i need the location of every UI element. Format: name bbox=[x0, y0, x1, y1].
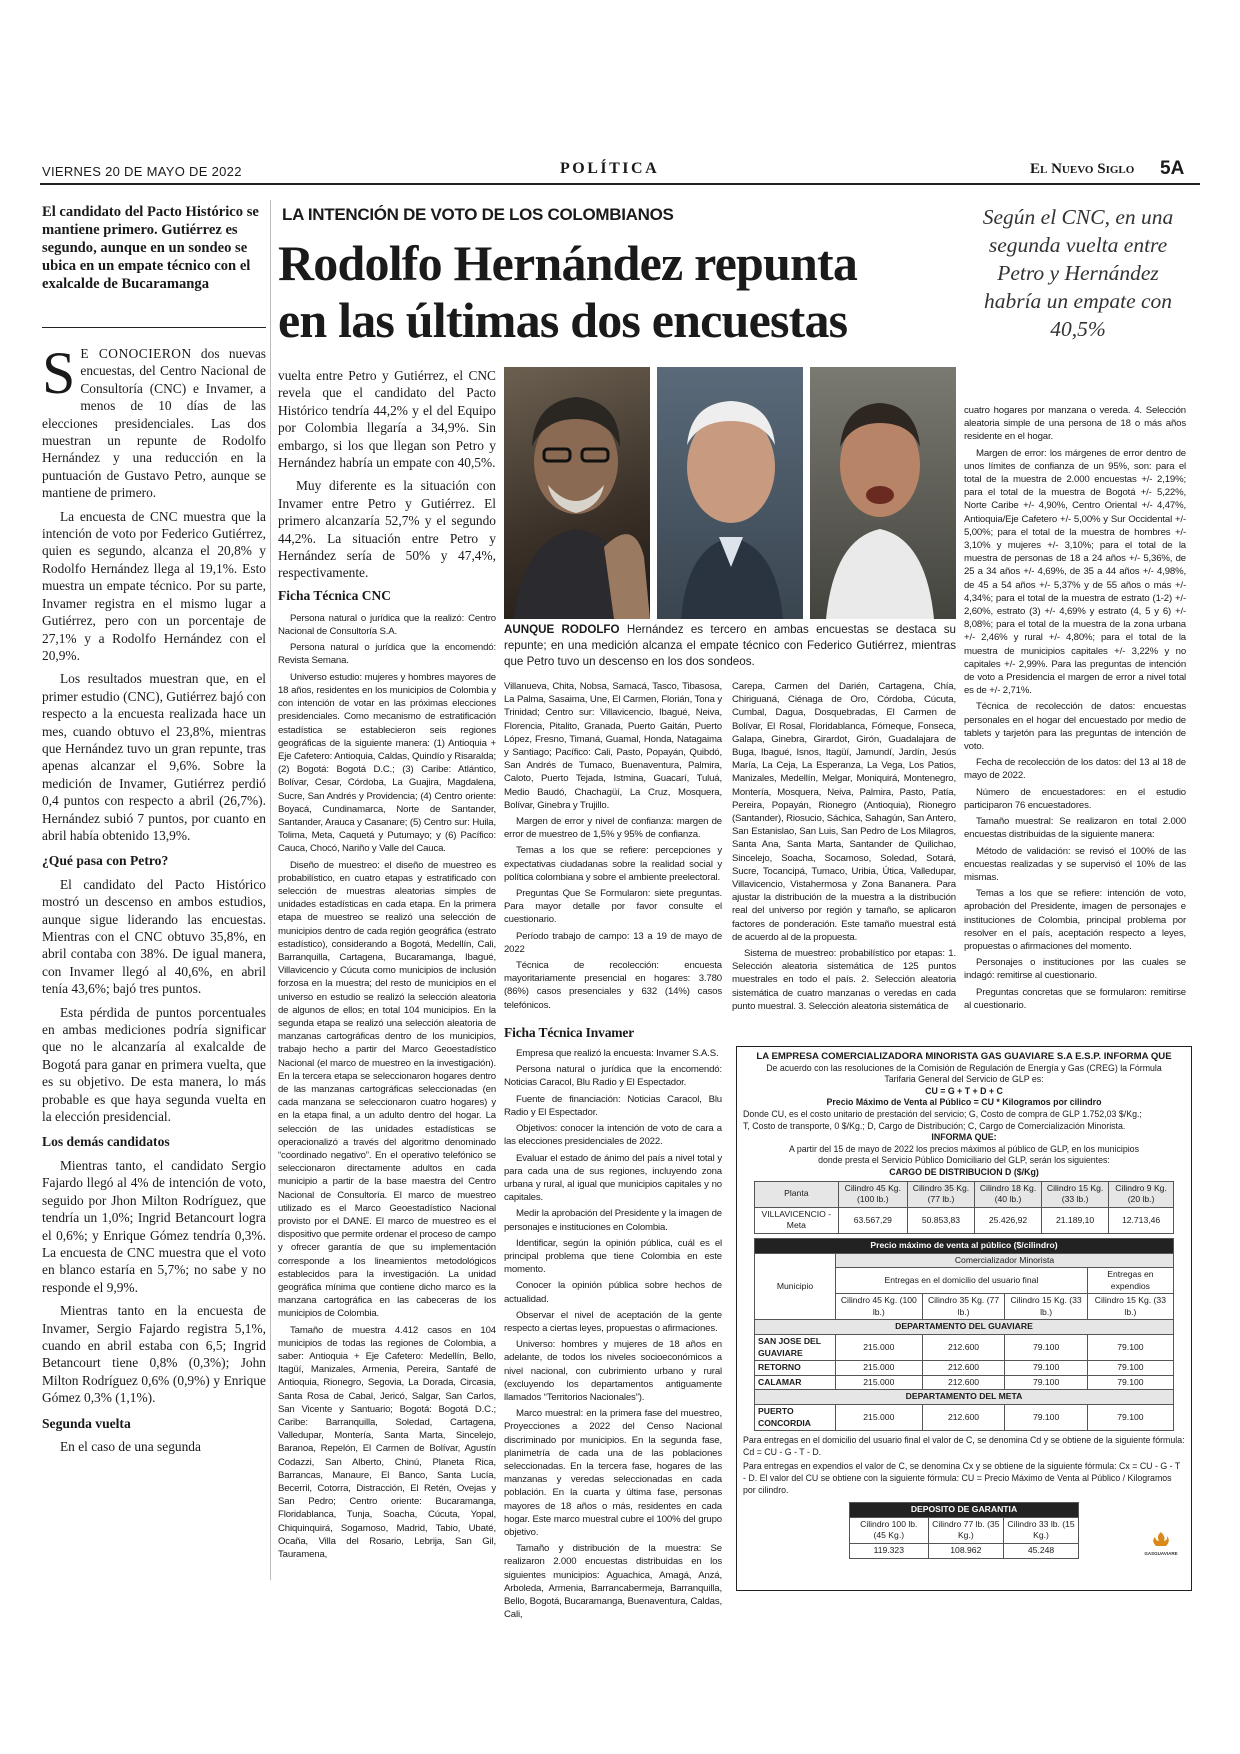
ficha-paragraph: Carepa, Carmen del Darién, Cartagena, Chía, Chiriguaná, Ciénaga de Oro, Córdoba, Cúcuta, Cumbal, Dagua, Dosquebradas, El Carmen de Bolívar, El Rosal, Floridablanca, Fómeque, Fonseca, Galapa, Ginebra, Girardot, Girón, Guadalajara de Buga, Ibagué, Isnos, Itagüí, Jamundí, Jardín, Jesús María, La Ceja, La Esperanza, La Vega, Los Patios, Manizales, Medellín, Melgar, Moniquirá, Montenegro, Montería, Mosquera, Neiva, Palmira, Pasto, Patía, Pereira, Popayán, Rionegro (Antioquia), Rionegro (Santander), Riosucio, Sáchica, Sahagún, San Antero, San Estanislao, San Luis, San Pedro de Los Milagros, Santa Ana, Santa Marta, Santander de Quilichao, Sincelejo, Soacha, Socamoso, Soledad, Sotará, Sucre, Tocancipá, Tumaco, Uribia, Útica, Valledupar, Villavicencio, Vistahermosa y Zona Bananera. Para ajustar la distribución de la muestra a la distribución real del universo por región y tamaño, se aplicaron factores de ponderación. Este tamaño muestral está de acuerdo al de la propuesta. bbox=[732, 681, 956, 943]
ficha-paragraph: Período trabajo de campo: 13 a 19 de mayo de 2022 bbox=[504, 930, 722, 955]
table-header: Cilindro 45 Kg. (100 lb.) bbox=[836, 1294, 923, 1320]
table-cell: 79.100 bbox=[1087, 1375, 1173, 1390]
ficha-paragraph: Margen de error y nivel de confianza: margen de error de muestreo de 1,5% y 95% de confianza. bbox=[504, 816, 722, 841]
gas-line: INFORMA QUE: bbox=[931, 1132, 997, 1143]
table-header: Cilindro 45 Kg. (100 lb.) bbox=[838, 1181, 907, 1207]
table-title: Precio máximo de venta al público ($/cilindro) bbox=[755, 1238, 1174, 1253]
paragraph: La encuesta de CNC muestra que la intención de voto por Federico Gutiérrez, quien es segundo, alcanza el 20,8% y Rodolfo Hernández llega al 19,1%. Esto muestra un empate técnico. Por su parte, Invamer registra en el mismo lugar a Gutiérrez, pero con un porcentaje de 27,1% y a Rodolfo Hernández con el 20,9%. bbox=[42, 508, 266, 663]
table-cell: 79.100 bbox=[1087, 1405, 1173, 1431]
table-cell: RETORNO bbox=[755, 1361, 836, 1376]
gas-line: Tarifaria General del Servicio de GLP es: bbox=[884, 1074, 1044, 1085]
article-column-1 bbox=[42, 340, 267, 1461]
ficha-paragraph: Preguntas Que Se Formularon: siete preguntas. Para mayor detalle por favor consulte el cuestionario. bbox=[504, 888, 722, 926]
table-cell: 119.323 bbox=[850, 1543, 929, 1558]
subhead: ¿Qué pasa con Petro? bbox=[42, 853, 169, 869]
table-cell: 45.248 bbox=[1004, 1543, 1079, 1558]
paragraph: Esta pérdida de puntos porcentuales en ambas mediciones podría significar que no le alcanzaría al exalcalde de Bogotá para ganar en primera vuelta, que es su objetivo. De esta manera, lo más probable es que haya segunda vuelta en la elección presidencial. bbox=[42, 1004, 266, 1125]
lead-text: dos nuevas encuestas, del Centro Nacional de Consultoría (CNC) e Invamer, a menos de 10 días de las elecciones presidenciales. Las dos muestran un repunte de Rodolfo Hernández y una reducción en la puntuación de Gustavo Petro, aunque se mantiene de primero. bbox=[42, 346, 267, 501]
headline-line-2: en las últimas dos encuestas bbox=[278, 292, 848, 348]
table-cell: 215.000 bbox=[836, 1375, 923, 1390]
table-header: Cilindro 77 lb. (35 Kg.) bbox=[928, 1517, 1004, 1543]
table-cell: 79.100 bbox=[1087, 1361, 1173, 1376]
table-cell: 212.600 bbox=[922, 1405, 1005, 1431]
ficha-paragraph: Medir la aprobación del Presidente y la imagen de personajes e instituciones en Colombia. bbox=[504, 1208, 722, 1233]
paragraph: Muy diferente es la situación con Invamer entre Petro y Gutiérrez. El primero alcanzaría 52,7% y el segundo 44,2%. La situación entre Petro y Hernández sería de 50% y 47,4%, respectivamente. bbox=[278, 478, 496, 581]
table-section: DEPARTAMENTO DEL META bbox=[755, 1390, 1174, 1405]
table-header: Entregas en expendios bbox=[1087, 1268, 1173, 1294]
ficha-paragraph: Identificar, según la opinión pública, cuál es el principal problema que tiene Colombia en este momento. bbox=[504, 1237, 722, 1276]
table-header: Cilindro 100 lb. (45 Kg.) bbox=[850, 1517, 929, 1543]
table-header: Cilindro 18 Kg. (40 lb.) bbox=[975, 1181, 1042, 1207]
table-title: DEPOSITO DE GARANTIA bbox=[850, 1503, 1079, 1518]
table-cell: 79.100 bbox=[1005, 1375, 1087, 1390]
caption-text: Hernández es tercero en ambas encuestas se destaca su repunte; en una medición alcanza el empate técnico con Federico Gutiérrez, mientras que Petro tuvo un descenso en los dos sondeos. bbox=[504, 623, 956, 668]
ficha-paragraph: Técnica de recolección de datos: encuestas personales en el hogar del encuestado por medio de tablets y tarjetón para las preguntas de intención de voto. bbox=[964, 701, 1186, 753]
table-cell: 212.600 bbox=[922, 1335, 1005, 1361]
ficha-paragraph: Persona natural o jurídica que la realizó: Centro Nacional de Consultoría S.A. bbox=[278, 612, 496, 638]
table-header: Cilindro 35 Kg. (77 lb.) bbox=[922, 1294, 1005, 1320]
table-cell: 215.000 bbox=[836, 1405, 923, 1431]
ficha-paragraph: Número de encuestadores: en el estudio participaron 76 encuestadores. bbox=[964, 786, 1186, 811]
subhead: Los demás candidatos bbox=[42, 1134, 170, 1150]
page-number: 5A bbox=[1160, 158, 1185, 179]
table-cell: 63.567,29 bbox=[838, 1207, 907, 1233]
gas-note: Para entregas en el domicilio del usuario final el valor de C, se denomina Cd y se obtiene de la siguiente fórmula: Cd = CU - G - T - D. bbox=[743, 1435, 1185, 1457]
ficha-paragraph: Objetivos: conocer la intención de voto de cara a las elecciones presidenciales de 2022. bbox=[504, 1123, 722, 1148]
ficha-paragraph: Método de validación: se revisó el 100% de las encuestas realizadas y se supervisó el 10% de las mismas. bbox=[964, 845, 1186, 883]
table-cell: CALAMAR bbox=[755, 1375, 836, 1390]
table-header: Planta bbox=[755, 1181, 839, 1207]
ficha-cnc-text bbox=[278, 612, 496, 1561]
kicker: LA INTENCIÓN DE VOTO DE LOS COLOMBIANOS bbox=[282, 205, 674, 224]
paragraph: Los resultados muestran que, en el primer estudio (CNC), Gutiérrez bajó con respecto a la encuesta realizada hace un mes, cuando obtuvo el 23,8%, mientras que Hernández tuvo un gran repunte, tras apenas alcanzar el 9,6%. Sobre la medición de Invamer, Gutiérrez perdió 0,4 puntos con respecto a abril (26,7%). Hernández subió 7 puntos, por cuanto en abril había obtenido 13,9%. bbox=[42, 671, 266, 843]
deposit-table bbox=[849, 1502, 1079, 1558]
ficha-paragraph: Fuente de financiación: Noticias Caracol, Blu Radio y El Espectador. bbox=[504, 1093, 722, 1118]
headline bbox=[278, 235, 978, 349]
paragraph: vuelta entre Petro y Gutiérrez, el CNC revela que el candidato del Pacto Histórico tendría 44,2% y el del Equipo por Colombia llegaría a 34,9%. Sin embargo, si los que llegan son Petro y Hernández habría un empate con 40,5%. bbox=[278, 368, 496, 471]
pull-quote: Según el CNC, en una segunda vuelta entre Petro y Hernández habría un empate con 40,5% bbox=[982, 205, 1174, 341]
table-cell: 215.000 bbox=[836, 1361, 923, 1376]
table-cell: 215.000 bbox=[836, 1335, 923, 1361]
table-cell: SAN JOSE DEL GUAVIARE bbox=[755, 1335, 836, 1361]
table-cell: 79.100 bbox=[1087, 1335, 1173, 1361]
article-column-5 bbox=[964, 404, 1186, 1015]
ficha-paragraph: Tamaño y distribución de la muestra: Se realizaron 2.000 encuestas distribuidas en los siguientes municipios: Aguachica, Amagá, Anzá, Arboleda, Armenia, Barrancabermeja, Barranquilla, Bello, Bogotá, Bucaramanga, Buenaventura, Caldas, Cali, bbox=[504, 1543, 722, 1621]
table-cell: 79.100 bbox=[1005, 1361, 1087, 1376]
gas-line: Precio Máximo de Venta al Público = CU * Kilogramos por cilindro bbox=[826, 1097, 1102, 1108]
gas-line: donde presta el Servicio Público Domiciliario del GLP, serán los siguientes: bbox=[818, 1155, 1110, 1166]
ficha-paragraph: Villanueva, Chita, Nobsa, Samacá, Tasco, Tibasosa, La Palma, Sasaima, Une, El Carmen, Florián, Tona y Trinidad; Centro sur: Villavicencio, Ibagué, Neiva, Florencia, Pitalito, Granada, Puerto Gaitán, Puerto López, Fresno, Timaná, Guamal, Honda, Natagaima y Santiago; Pacífico: Cali, Pasto, Popayán, Quibdó, San Andrés de Tumaco, Buenaventura, Palmira, Caloto, Puerto Tejada, Istmina, Guacarí, Tuluá, Medio Baudó, Chachagüí, La Cruz, Mosquera, Bolívar, Ginebra y Trujillo. bbox=[504, 681, 722, 811]
column-divider bbox=[270, 200, 271, 1580]
gas-line: CARGO DE DISTRIBUCION D ($/Kg) bbox=[889, 1166, 1039, 1177]
gas-formula: CU = G + T + D + C bbox=[925, 1085, 1003, 1096]
ficha-paragraph: Diseño de muestreo: el diseño de muestreo es probabilístico, en cuatro etapas y estratificado con selección de muestras aleatorias simples de unidades estadísticas en cada etapa. En la primera etapa de muestreo se realizó una selección de municipios dentro de cada región geográfica (estrato estadístico), considerando a Bogotá, Medellín, Cali, Barranquilla, Cartagena, Bucaramanga, Ibagué, Villavicencio y Cúcuta como municipios de inclusión forzosa en la muestra; del resto de municipios en el universo en estudio se realizó la selección aleatoria de algunos de ellos; en total 104 municipios. En la segunda etapa se realizó una selección aleatoria de manzanas cartográficas dentro de los municipios, trabajo hecho a partir del Marco Geoestadístico Nacional (el marco de muestreo en la investigación). En la tercera etapa se seleccionaron hogares dentro de las manzanas cartográficas seleccionadas (en cada manzana se seleccionaron cuatro hogares) y en la etapa final, a un adulto dentro del hogar. La selección de las unidades estadísticas se operacionalizó a través del algoritmo denominado “coordinado negativo”. En el operativo telefónico se seleccionaron directamente adultos en cada municipio a partir de la base maestra del Centro Nacional de Consultoría. El marco de muestreo utilizado es el Marco Geoestadístico Nacional provisto por el DANE. El marco de muestreo es el dispositivo que permite ordenar el proceso de campo y ofrecer garantía de que su implementación corresponde a los lineamientos metodológicos establecidos para la investigación. La unidad geográfica mínima que contiene dicho marco es la manzana cartográfica en las cabeceras de los municipios de Colombia. bbox=[278, 859, 496, 1320]
gas-line: Donde CU, es el costo unitario de prestación del servicio; G, Costo de compra de GLP 1.752,03 $/Kg.; bbox=[743, 1108, 1142, 1119]
ficha-paragraph: Tamaño de muestra 4.412 casos en 104 municipios de todas las regiones de Colombia, a saber: Antioquia + Eje Cafetero: Medellín, Bello, Itagüí, Manizales, Armenia, Pereira, Santafé de Antioquia, Rionegro, Segovia, La Dorada, Circasia, Santa Rosa de Cabal, Jericó, Salgar, San Carlos, San Vicente y Santuario; Bogotá: Bogotá D.C.; Caribe: Barranquilla, Soledad, Cartagena, Valledupar, Montería, Santa Marta, Sincelejo, Baranoa, Repelón, El Carmen de Bolívar, Agustín Codazzi, San Alberto, Chinú, Planeta Rica, Barrancas, Manaure, El Banco, Santa Lucía, Becerril, Cotorra, Distracción, El Retén, Ovejas y San Pedro; Centro oriente: Bucaramanga, Floridablanca, Tunja, Soacha, Cúcuta, Yopal, Chiquinquirá, Sogamoso, Madrid, Tabio, Ubaté, Ocaña, Villa del Rosario, Lebrija, San Gil, Tauramena, bbox=[278, 1324, 496, 1561]
ficha-paragraph: Margen de error: los márgenes de error dentro de unos límites de confianza de un 95%, son: para el total de la muestra de 2.000 encuestas +/- 2,19%; para el total de la muestra de Bogotá +/- 5,22%, Norte Caribe +/- 4,90%, Centro Oriental +/- 4,47%, Antioquia/Eje Cafetero +/- 5,00% y Sur Occidental +/- 5,00%; para el total de la muestra de hombres +/- 3,10% y mujeres +/- 3,10%; para el total de la muestra de personas de 18 a 24 años +/- 5,36%, de 25 a 34 años +/- 4,69%, de 35 a 44 años +/- 4,98%, de 45 a 54 años +/- 5,37% y de 55 años o más +/- 4,34%; para el total de la muestra de estrato (1-2) +/- 2,60%, estrato (3) +/- 4,69% y estrato (4, 5 y 6) +/- 8,08%; para el total de la muestra de la zona urbana +/- 2,46% y rural +/- 4,80%; para el total de la muestra de municipios capitales +/- 3,22% y no capitales +/- 2,99%. Para las preguntas de intención de voto a Presidencia el margen de error a nivel total es de +/- 2,71%. bbox=[964, 447, 1186, 697]
ficha-paragraph: Temas a los que se refiere: percepciones y expectativas ciudadanas sobre la realidad social y política colombiana y sobre el ambiente preelectoral. bbox=[504, 845, 722, 883]
table-cell: 212.600 bbox=[922, 1361, 1005, 1376]
table-cell: 79.100 bbox=[1005, 1335, 1087, 1361]
gas-logo-text: GASGUAVIARE bbox=[1144, 1551, 1178, 1556]
ficha-paragraph: Empresa que realizó la encuesta: Invamer S.A.S. bbox=[516, 1048, 719, 1060]
gas-line: T, Costo de transporte, 0 $/Kg.; D, Cargo de Distribución; C, Cargo de Comercialización Minorista. bbox=[743, 1120, 1126, 1131]
table-cell: 108.962 bbox=[928, 1543, 1004, 1558]
ficha-paragraph: Evaluar el estado de ánimo del país a nivel total y para cada una de sus regiones, incluyendo zona urbana y rural, al igual que municipios capitales y no capitales. bbox=[504, 1152, 722, 1204]
table-cell: 21.189,10 bbox=[1042, 1207, 1109, 1233]
gas-line: De acuerdo con las resoluciones de la Comisión de Regulación de Energía y Gas (CREG) la Fórmula bbox=[766, 1062, 1162, 1073]
table-header: Cilindro 9 Kg. (20 lb.) bbox=[1109, 1181, 1174, 1207]
summary-deck: El candidato del Pacto Histórico se mantiene primero. Gutiérrez es segundo, aunque en un sondeo se ubica en un empate técnico con el exalcalde de Bucaramanga bbox=[42, 204, 259, 292]
ficha-paragraph: Tamaño muestral: Se realizaron en total 2.000 encuestas distribuidas de la siguiente manera: bbox=[964, 816, 1186, 841]
paragraph: Mientras tanto en la encuesta de Invamer, Sergio Fajardo registra 5,1%, cuando en abril estaba con 6,5; Ingrid Betancourt tiene 0,8% (0,3%); John Milton Rodríguez 0,6% (0,9%) y Enrique Gómez 0,3% (1,1%). bbox=[42, 1303, 266, 1406]
gas-logo bbox=[1141, 1531, 1181, 1556]
dropcap: S bbox=[42, 340, 76, 406]
table-cell: 50.853,83 bbox=[907, 1207, 974, 1233]
article-column-2 bbox=[278, 367, 496, 1564]
flame-icon bbox=[1151, 1531, 1171, 1547]
headline-line-1: Rodolfo Hernández repunta bbox=[278, 235, 858, 291]
table-section: DEPARTAMENTO DEL GUAVIARE bbox=[755, 1320, 1174, 1335]
lead-caps: E CONOCIERON bbox=[80, 346, 192, 361]
ficha-paragraph: Universo estudio: mujeres y hombres mayores de 18 años, residentes en los municipios de Colombia y con intención de votar en las próximas elecciones presidenciales. Como mecanismo de estratificación estadística se establecieron seis regiones geográficas de la siguiente manera: (1) Antioquia + Eje Cafetero: Antioquia, Caldas, Quindío y Risaralda; (2) Bogotá: Bogotá D.C.; (3) Caribe: Atlántico, Bolívar, Cesar, Córdoba, La Guajira, Magdalena, Sucre, San Andrés y Providencia; (4) Centro oriente: Boyacá, Cundinamarca, Norte de Santander, Santander, Arauca y Casanare; (5) Centro sur: Huila, Tolima, Meta, Caquetá y Putumayo; y (6) Pacífico: Cauca, Chocó, Nariño y Valle del Cauca. bbox=[278, 671, 496, 855]
table-cell: 12.713,46 bbox=[1109, 1207, 1174, 1233]
summary-rule bbox=[42, 327, 266, 328]
ficha-paragraph: Personajes o instituciones por las cuales se indagó: remitirse al cuestionario. bbox=[964, 957, 1186, 982]
ficha-title-invamer: Ficha Técnica Invamer bbox=[504, 1024, 635, 1040]
ficha-paragraph: Conocer la opinión pública sobre hechos de actualidad. bbox=[504, 1280, 722, 1305]
ficha-title-cnc: Ficha Técnica CNC bbox=[278, 587, 391, 603]
subhead: Segunda vuelta bbox=[42, 1415, 131, 1431]
gas-title: LA EMPRESA COMERCIALIZADORA MINORISTA GAS GUAVIARE S.A E.S.P. INFORMA QUE bbox=[756, 1051, 1172, 1062]
ficha-paragraph: Marco muestral: en la primera fase del muestreo, Proyecciones a 2022 del Censo Nacional discriminado por municipios. En la segunda fase, planimetría de cada una de las poblaciones seleccionadas. En la tercera fase, hogares de las manzanas y veredas seleccionadas en cada población. En la cuarta y última fase, personas mayores de 18 años o más, residentes en cada hogar. Este marco muestral cubre el 100% del grupo objetivo. bbox=[504, 1408, 722, 1538]
table-cell: VILLAVICENCIO - Meta bbox=[755, 1207, 839, 1233]
table-cell: 79.100 bbox=[1005, 1405, 1087, 1431]
table-header: Municipio bbox=[755, 1253, 836, 1320]
table-header: Cilindro 33 lb. (15 Kg.) bbox=[1004, 1517, 1079, 1543]
paragraph: Mientras tanto, el candidato Sergio Fajardo llegó al 4% de intención de voto, seguido por Jhon Milton Rodríguez, que tendría un 1,0%; Ingrid Betancourt logra el 0,6%; y Enrique Gómez tendría 0,3%. La encuesta de CNC muestra que el voto en blanco estaría en 5,7%; no sabe y no responde el 9,9%. bbox=[42, 1157, 266, 1295]
photo-petro bbox=[504, 367, 650, 619]
paragraph: El candidato del Pacto Histórico mostró un descenso en ambos estudios, aunque sigue liderando las encuestas. Mientras con el CNC obtuvo 35,8%, en abril contaba con 38%. De igual manera, con Invamer llegó al 40,6%, en abril tenía 43,6%; bajó tres puntos. bbox=[42, 876, 266, 997]
ficha-paragraph: cuatro hogares por manzana o vereda. 4. Selección aleatoria simple de una persona de 18 o más años residente en el hogar. bbox=[964, 405, 1186, 443]
ficha-paragraph: Técnica de recolección: encuesta mayoritariamente presencial en hogares: 3.780 (86%) casos presenciales y 632 (14%) casos telefónicos. bbox=[504, 960, 722, 1011]
table-header: Cilindro 15 Kg. (33 lb.) bbox=[1087, 1294, 1173, 1320]
ficha-paragraph: Persona natural o jurídica que la encomendó: Noticias Caracol, Blu Radio y El Espectador. bbox=[504, 1064, 722, 1089]
table-header: Cilindro 15 Kg. (33 lb.) bbox=[1005, 1294, 1087, 1320]
header-date: VIERNES 20 DE MAYO DE 2022 bbox=[42, 164, 242, 179]
table-cell: 25.426,92 bbox=[975, 1207, 1042, 1233]
ficha-paragraph: Sistema de muestreo: probabilístico por etapas: 1. Selección aleatoria sistemática de 125 puntos muestrales en todo el país. 2. Selección aleatoria sistemática de cuatro manzanas o veredas en cada punto muestral. 3. Selección aleatoria sistemática de bbox=[732, 948, 956, 1012]
photo-hernandez bbox=[657, 367, 803, 619]
table-cell: 212.600 bbox=[922, 1375, 1005, 1390]
caption-lead: AUNQUE RODOLFO bbox=[504, 623, 620, 636]
photo-gutierrez bbox=[810, 367, 956, 619]
ficha-paragraph: Universo: hombres y mujeres de 18 años en adelante, de todos los niveles socioeconómicos a nivel nacional, con cubrimiento urbano y rural (excluyendo los departamentos antiguamente llamados “Territorios Nacionales”). bbox=[504, 1339, 722, 1403]
header-rule bbox=[40, 183, 1200, 185]
ficha-paragraph: Fecha de recolección de los datos: del 13 al 18 de mayo de 2022. bbox=[964, 757, 1186, 782]
price-table bbox=[754, 1238, 1174, 1431]
paragraph: En el caso de una segunda bbox=[60, 1438, 201, 1454]
distribution-charge-table bbox=[754, 1181, 1174, 1234]
ficha-paragraph: Persona natural o jurídica que la encomendó: Revista Semana. bbox=[278, 642, 496, 667]
table-header: Comercializador Minorista bbox=[836, 1253, 1174, 1268]
gas-note: Para entregas en expendios el valor de C, se denomina Cx y se obtiene de la siguiente fórmula: Cx = CU - G - T - D. El valor del CU se obtiene con la siguiente fórmula: CU = Precio Máximo de Venta al Público / Kilogramos por cilindro. bbox=[743, 1461, 1181, 1495]
gas-notice-ad bbox=[736, 1046, 1192, 1591]
ficha-paragraph: Temas a los que se refiere: intención de voto, aprobación del Presidente, imagen de personajes e instituciones de Colombia, principal problema por resolver en el país, aceptación respecto a leyes, propuestas o afirmaciones del momento. bbox=[964, 888, 1186, 952]
table-header: Entregas en el domicilio del usuario final bbox=[836, 1268, 1088, 1294]
ficha-paragraph: Observar el nivel de aceptación de la gente respecto a ciertas leyes, propuestas o afirmaciones. bbox=[504, 1309, 722, 1334]
newspaper-name: El Nuevo Siglo bbox=[1030, 161, 1135, 177]
table-header: Cilindro 35 Kg. (77 lb.) bbox=[907, 1181, 974, 1207]
section-name: POLÍTICA bbox=[560, 160, 660, 177]
table-header: Cilindro 15 Kg. (33 lb.) bbox=[1042, 1181, 1109, 1207]
article-column-3 bbox=[504, 680, 722, 1624]
photo-caption bbox=[504, 622, 956, 670]
table-cell: PUERTO CONCORDIA bbox=[755, 1405, 836, 1431]
ficha-paragraph: Preguntas concretas que se formularon: remitirse al cuestionario. bbox=[964, 986, 1186, 1011]
gas-line: A partir del 15 de mayo de 2022 los precios máximos al público de GLP, en los municipios bbox=[789, 1143, 1139, 1154]
article-column-4 bbox=[732, 680, 956, 1016]
